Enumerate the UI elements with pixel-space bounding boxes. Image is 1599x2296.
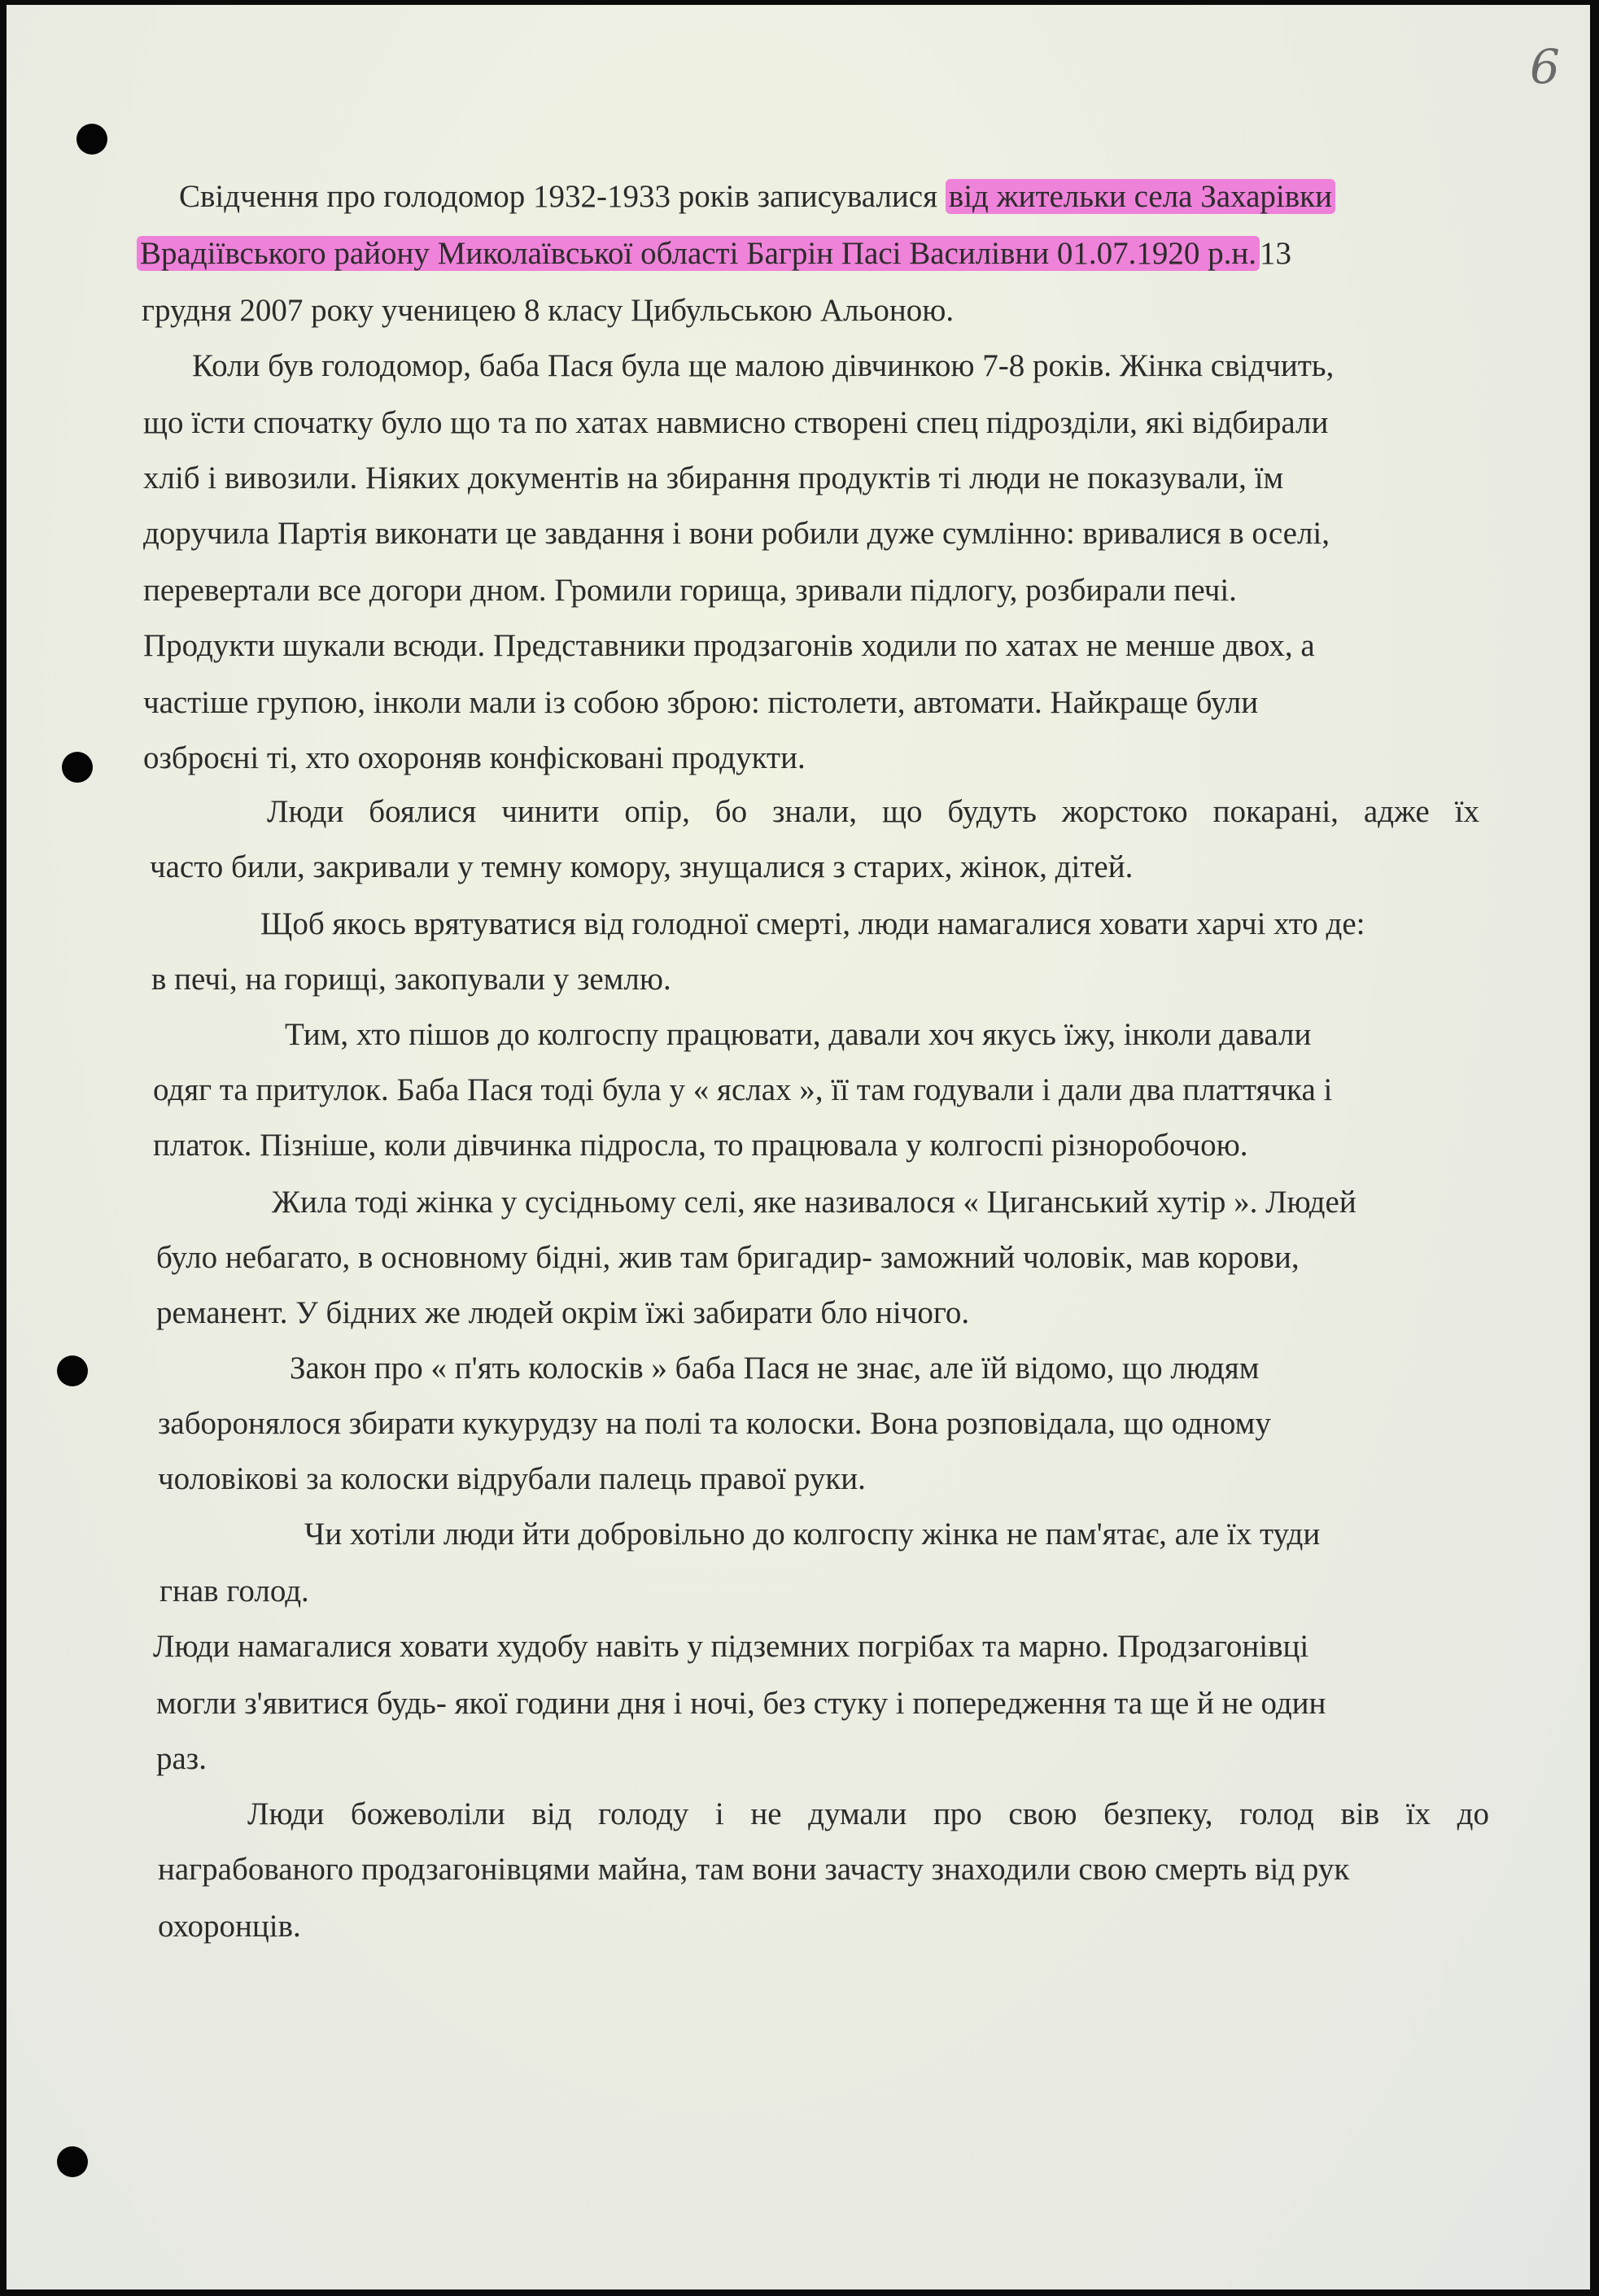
text-line: озброєні ті, хто охороняв конфісковані продукти. <box>143 740 806 775</box>
text-line: частіше групою, інколи мали із собою зброю: пістолети, автомати. Найкраще були <box>143 685 1259 720</box>
punch-hole <box>62 752 93 783</box>
text-line: одяг та притулок. Баба Пася тоді була у « яслах », її там годували і дали два платтячка і <box>153 1072 1333 1107</box>
page-number: 6 <box>1530 39 1560 94</box>
text-line: в печі, на горищі, закопували у землю. <box>151 962 671 997</box>
text-line: грудня 2007 року ученицею 8 класу Цибульською Альоною. <box>142 293 955 328</box>
text-line: охоронців. <box>158 1909 301 1944</box>
text-line: заборонялося збирати кукурудзу на полі та колоски. Вона розповідала, що одному <box>158 1406 1271 1441</box>
text-line: гнав голод. <box>159 1574 309 1609</box>
text-line: що їсти спочатку було що та по хатах навмисно створені спец підрозділи, які відбирали <box>143 405 1329 440</box>
document-page <box>7 5 1590 2289</box>
text-line: Коли був голодомор, баба Пася була ще малою дівчинкою 7-8 років. Жінка свідчить, <box>192 348 1335 383</box>
text-line: могли з'явитися будь- якої години дня і ночі, без стуку і попередження та ще й не один <box>156 1686 1326 1721</box>
text-line: платок. Пізніше, коли дівчинка підросла, то працювала у колгоспі різноробочою. <box>153 1128 1248 1163</box>
text-line: часто били, закривали у темну комору, знущалися з старих, жінок, дітей. <box>150 849 1134 884</box>
punch-hole <box>76 124 107 155</box>
text-line: Щоб якось врятуватися від голодної смерті, люди намагалися ховати харчі хто де: <box>260 906 1365 941</box>
text-line: Люди боялися чинити опір, бо знали, що будуть жорстоко покарані, адже їх <box>267 794 1479 829</box>
text-line: Люди божеволіли від голоду і не думали про свою безпеку, голод вів їх до <box>247 1796 1489 1831</box>
text-line <box>137 234 1291 273</box>
text-line: Люди намагалися ховати худобу навіть у підземних погрібах та марно. Продзагонівці <box>153 1629 1309 1664</box>
text-line: було небагато, в основному бідні, жив там бригадир- заможний чоловік, мав корови, <box>156 1240 1300 1275</box>
highlighted-text: від жительки села Захарівки <box>946 179 1335 214</box>
text-line: хліб і вивозили. Ніяких документів на збирання продуктів ті люди не показували, їм <box>143 461 1284 495</box>
text-line: реманент. У бідних же людей окрім їжі забирати бло нічого. <box>156 1295 970 1330</box>
text-line: перевертали все догори дном. Громили горища, зривали підлогу, розбирали печі. <box>143 573 1237 608</box>
text-line: раз. <box>156 1741 207 1776</box>
highlighted-text: Врадіївського району Миколаївської області Багрін Пасі Василівни 01.07.1920 р.н. <box>137 236 1260 271</box>
text-line: Закон про « п'ять колосків » баба Пася не знає, але їй відомо, що людям <box>290 1351 1260 1386</box>
text-line: Чи хотіли люди йти добровільно до колгоспу жінка не пам'ятає, але їх туди <box>304 1517 1321 1552</box>
punch-hole <box>57 1355 88 1386</box>
text-line: чоловікові за колоски відрубали палець правої руки. <box>158 1461 866 1496</box>
text-line: Жила тоді жінка у сусідньому селі, яке називалося « Циганський хутір ». Людей <box>272 1185 1357 1220</box>
text-segment: 13 <box>1260 236 1292 271</box>
text-line: Продукти шукали всюди. Представники продзагонів ходили по хатах не менше двох, а <box>143 628 1315 663</box>
text-line: награбованого продзагонівцями майна, там вони зачасту знаходили свою смерть від рук <box>158 1852 1350 1887</box>
text-line: доручила Партія виконати це завдання і вони робили дуже сумлінно: вривалися в оселі, <box>143 516 1330 551</box>
text-line: Тим, хто пішов до колгоспу працювати, давали хоч якусь їжу, інколи давали <box>285 1017 1312 1052</box>
punch-hole <box>57 2146 88 2177</box>
text-line <box>179 177 1335 216</box>
text-segment: Свідчення про голодомор 1932-1933 років записувалися <box>179 179 938 214</box>
